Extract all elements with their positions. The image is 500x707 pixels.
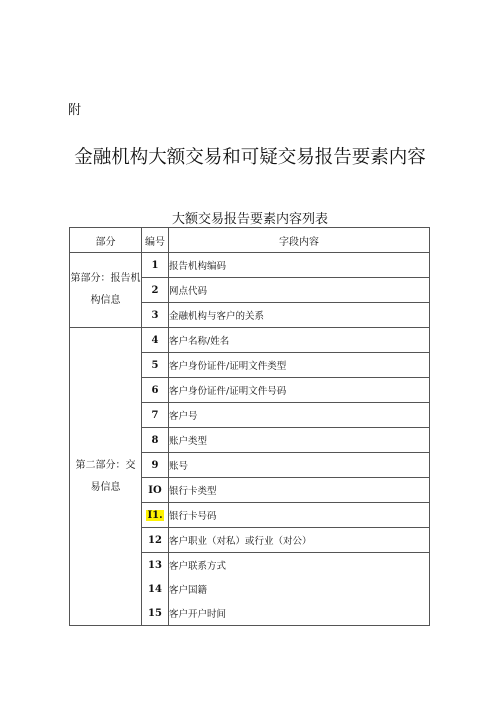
row-number: 3 [142,303,169,328]
row-number: 8 [142,428,169,453]
row-field: 账户类型 [169,428,430,453]
section-part-line: 构信息 [90,295,121,306]
row-number: 5 [142,353,169,378]
highlight-mark: I1. [147,509,163,521]
row-number: 6 [142,378,169,403]
row-field: 客户开户时间 [169,601,430,626]
row-field: 客户职业（对私）或行业（对公） [169,528,430,553]
table-row [70,253,430,278]
row-field: 客户联系方式 [169,553,430,578]
row-field: 客户国籍 [169,577,430,601]
elements-table [69,227,430,626]
row-number: 4 [142,328,169,353]
appendix-label: 附 [68,103,82,118]
section-part-cell [70,253,142,328]
section-part-cell [70,328,142,626]
row-field: 客户身份证件/证明文件类型 [169,353,430,378]
row-number: 12 [142,528,169,553]
row-number: 7 [142,403,169,428]
row-field: 银行卡号码 [169,503,430,528]
row-number: 13 [142,553,169,578]
row-field: 客户名称/姓名 [169,328,430,353]
table-title: 大额交易报告要素内容列表 [171,212,328,227]
row-field: 金融机构与客户的关系 [169,303,430,328]
row-field: 银行卡类型 [169,478,430,503]
row-number-highlighted [142,503,169,528]
row-number: 2 [142,278,169,303]
table-header-row [70,228,430,253]
row-field: 账号 [169,453,430,478]
header-part: 部分 [70,228,142,253]
row-field: 客户身份证件/证明文件号码 [169,378,430,403]
section-part-line: 第二部分：交 [75,459,136,471]
header-field: 字段内容 [169,228,430,253]
document-title: 金融机构大额交易和可疑交易报告要素内容 [74,147,426,168]
section-part-line: 易信息 [90,481,121,493]
table-row [70,328,430,353]
row-number: 1 [142,253,169,278]
row-number: IO [142,478,169,503]
row-field: 报告机构编码 [169,253,430,278]
row-field: 客户号 [169,403,430,428]
row-number: 15 [142,601,169,626]
row-number: 14 [142,577,169,601]
row-number: 9 [142,453,169,478]
header-number: 编号 [142,228,169,253]
section-part-line: 第部分：报告机 [70,273,141,284]
row-field: 网点代码 [169,278,430,303]
